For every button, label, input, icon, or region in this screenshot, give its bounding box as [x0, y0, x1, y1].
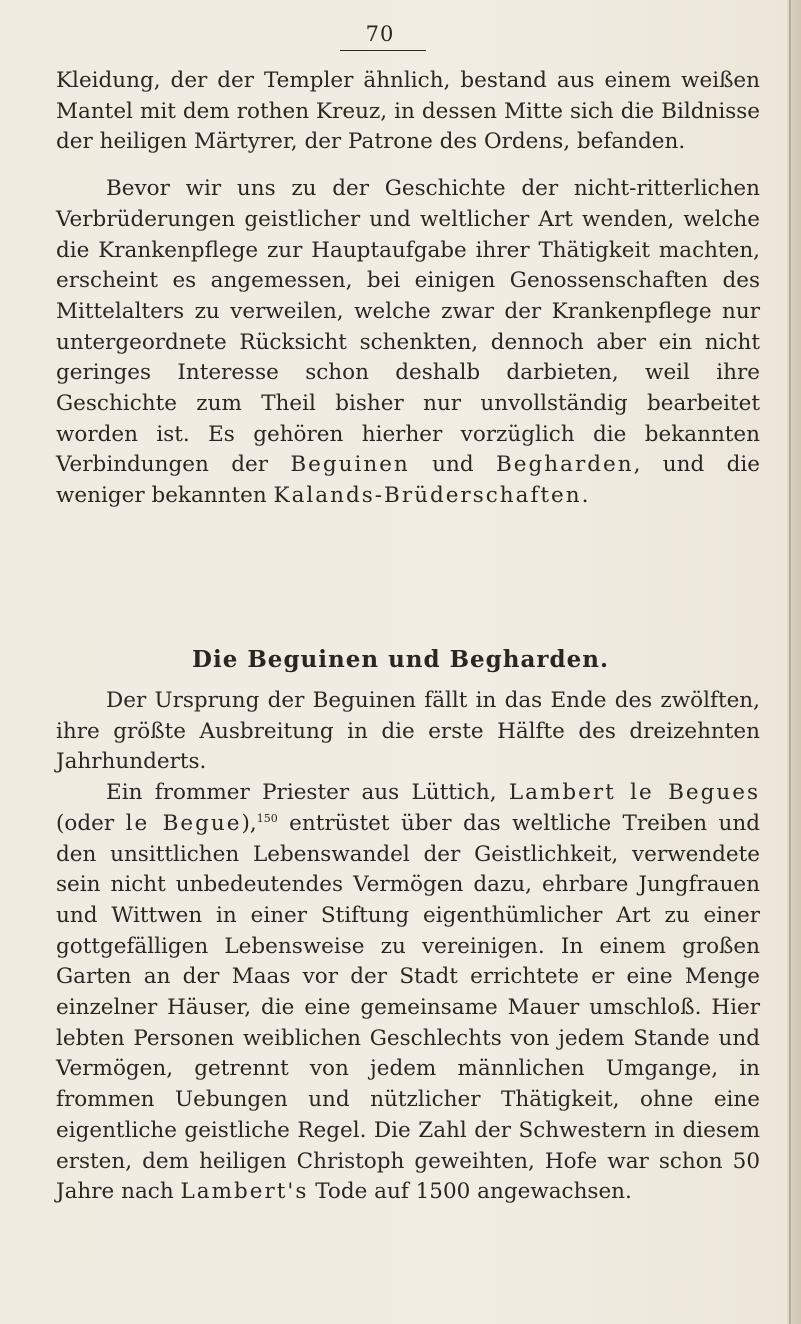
page-number: 70 [365, 22, 395, 46]
paragraph-4-c: ), [241, 810, 257, 836]
paragraph-2-tail: , und die weniger bekannten [56, 452, 760, 509]
paragraph-3: Der Ursprung der Beguinen fällt in das Ende des zwölften, ihre größte Ausbreitung in die erste Hälfte des dreizehnten Jahrhunderts. [56, 688, 760, 775]
paragraph-4-e: Tode auf 1500 angewachsen. [315, 1179, 632, 1205]
name-le-begue: le Begue [125, 810, 242, 836]
paragraph-4 [56, 778, 760, 1208]
term-beguinen: Beguinen [290, 452, 410, 478]
term-kalands: Kalands-Brüderschaften [273, 483, 582, 509]
paragraph-2-end: . [581, 483, 589, 509]
section-heading: Die Beguinen und Begharden. [192, 646, 609, 673]
paragraph-4-b: (oder [56, 810, 115, 836]
paragraph-2-und: und [432, 452, 474, 478]
term-begharden: Begharden [496, 452, 634, 478]
body-text-top [56, 66, 760, 512]
body-text-section [56, 686, 760, 1208]
paragraph-4-d: entrüstet über das weltliche Treiben und den unsittlichen Lebenswandel der Geistlichkeit, verwendete sein nicht unbedeutendes Vermögen dazu, ehrbare Jungfrauen und Wittwen in einer Stiftung eigenthümlicher Art zu einer gottgefälligen Lebensweise zu vereinigen. In einem großen Garten an der Maas vor der Stadt errichtete er eine Menge einzelner Häuser, die eine gemeinsame Mauer umschloß. Hier lebten Personen weiblichen Geschlechts von jedem Stande und Vermögen, getrennt von jedem männlichen Umgange, in frommen Uebungen und nützlicher Thätigkeit, ohne eine eigentliche geistliche Regel. Die Zahl der Schwestern in diesem ersten, dem heiligen Christoph geweihten, Hofe war schon 50 Jahre nach [56, 810, 760, 1205]
name-lambert-genitive: Lambert's [180, 1179, 309, 1205]
name-lambert: Lambert le Begues [508, 780, 760, 806]
paragraph-2 [56, 174, 760, 512]
footnote-marker: 150 [256, 811, 278, 825]
paragraph-4-a: Ein frommer Priester aus Lüttich, [106, 780, 497, 806]
paragraph-1: Kleidung, der der Templer ähnlich, bestand aus einem weißen Mantel mit dem rothen Kreuz, in dessen Mitte sich die Bildnisse der heiligen Märtyrer, der Patrone des Ordens, befanden. [56, 68, 760, 155]
paragraph-2-text: Bevor wir uns zu der Geschichte der nicht-ritterlichen Verbrüderungen geistlicher und weltlicher Art wenden, welche die Krankenpflege zur Hauptaufgabe ihrer Thätigkeit machten, erscheint es angemessen, bei einigen Genossenschaften des Mittelalters zu verweilen, welche zwar der Krankenpflege nur untergeordnete Rücksicht schenkten, dennoch aber ein nicht geringes Interesse schon deshalb darbieten, weil ihre Geschichte zum Theil bisher nur unvollständig bearbeitet worden ist. Es gehören hierher vorzüglich die bekannten Verbindungen der [56, 176, 760, 478]
page-number-rule [340, 50, 426, 51]
